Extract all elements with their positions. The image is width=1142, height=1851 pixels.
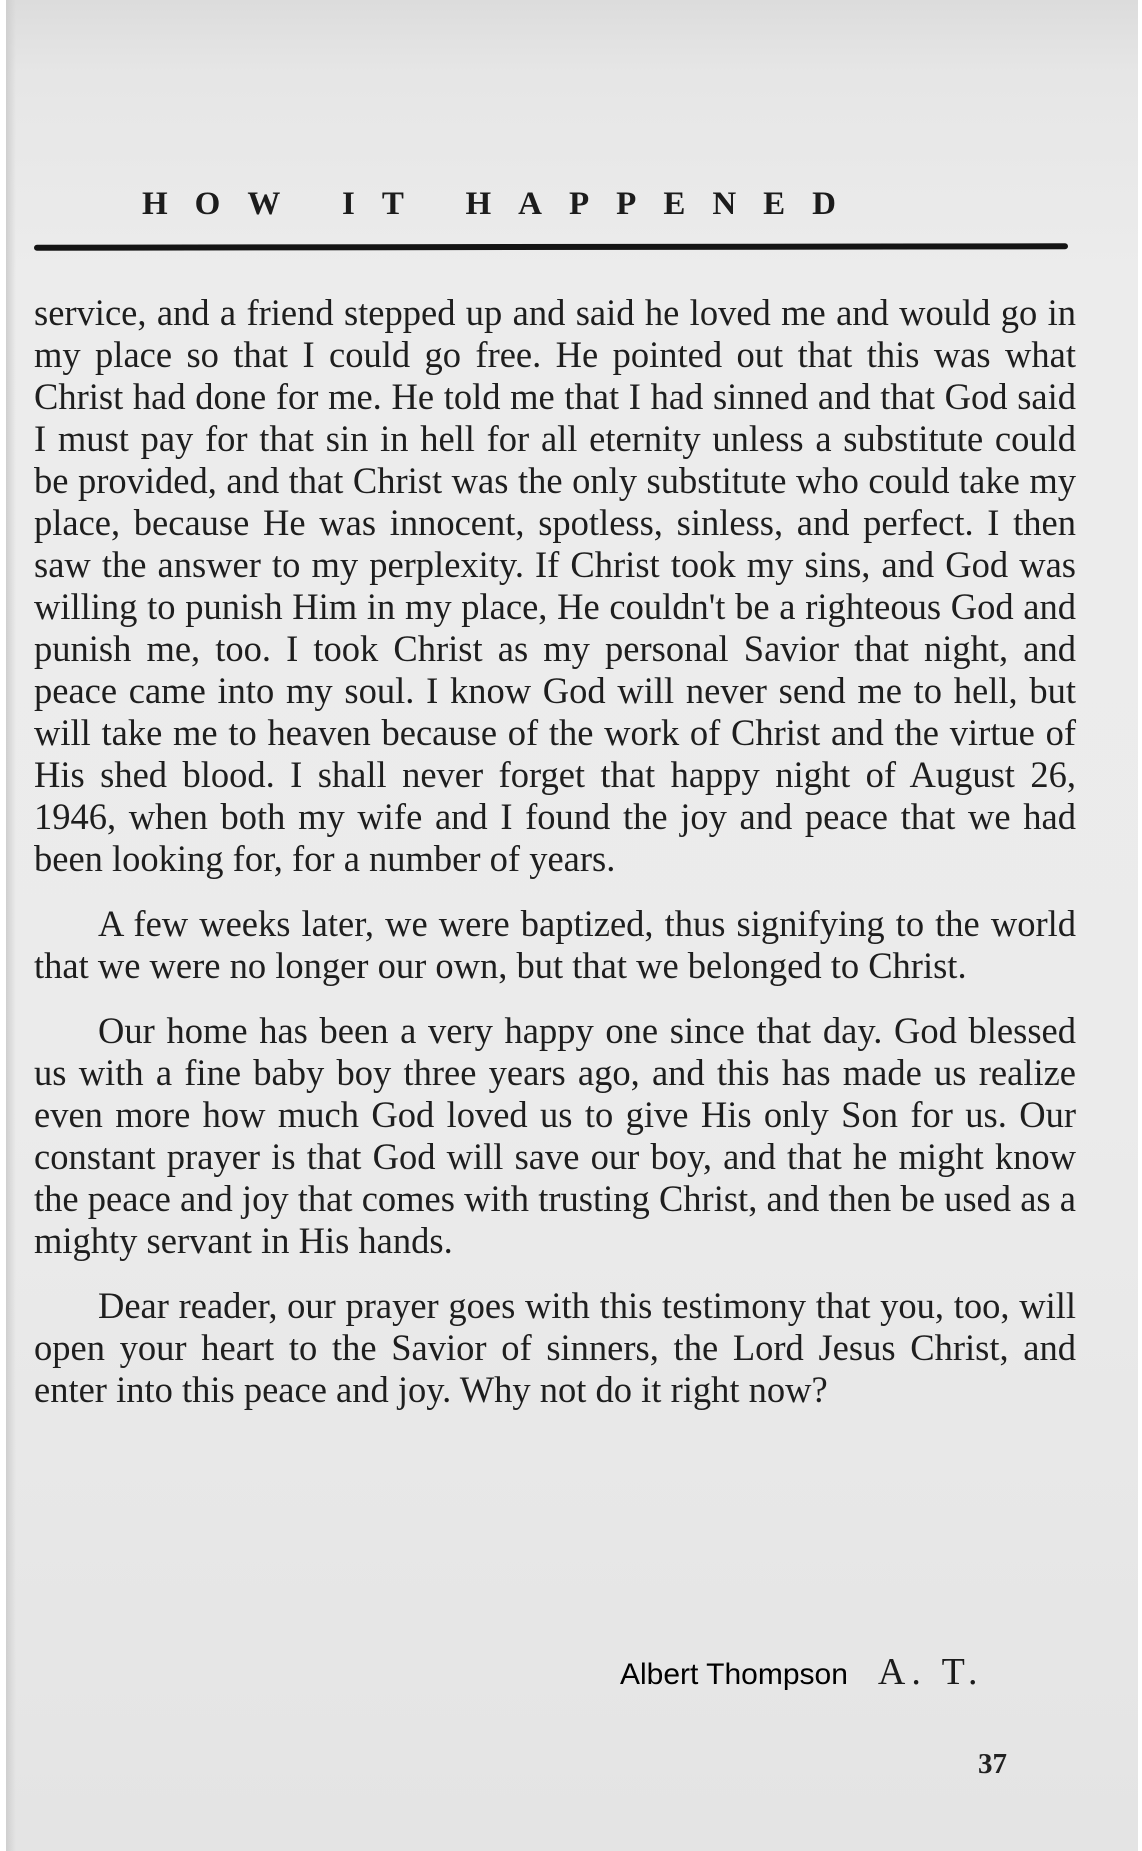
- running-head: HOW IT HAPPENED: [142, 186, 863, 222]
- paragraph-2: A few weeks later, we were baptized, thus signifying to the world that we were no longer our own, but that we belonged to Christ.: [34, 903, 1076, 986]
- header-rule: [34, 243, 1068, 250]
- paragraph-4: Dear reader, our prayer goes with this testimony that you, too, will open your heart to the Savior of sinners, the Lord Jesus Christ, and enter into this peace and joy. Why not do it right now?: [34, 1285, 1076, 1410]
- body-text: [34, 292, 1076, 1434]
- paragraph-3: Our home has been a very happy one since that day. God blessed us with a fine baby boy three years ago, and this has made us realize even more how much God loved us to give His only Son for us. Our constant prayer is that God will save our boy, and that he might know the peace and joy that comes with trusting Christ, and then be used as a mighty servant in His hands.: [34, 1010, 1076, 1261]
- signature: [620, 1650, 984, 1694]
- book-page: [6, 0, 1138, 1851]
- signature-initials: A. T.: [877, 1651, 984, 1693]
- paragraph-1: service, and a friend stepped up and said he loved me and would go in my place so that I could go free. He pointed out that this was what Christ had done for me. He told me that I had sinned and that God said I must pay for that sin in hell for all eternity unless a substitute could be provided, and that Christ was the only substitute who could take my place, because He was innocent, spotless, sinless, and perfect. I then saw the answer to my perplexity. If Christ took my sins, and God was willing to punish Him in my place, He couldn't be a righteous God and punish me, too. I took Christ as my personal Savior that night, and peace came into my soul. I know God will never send me to hell, but will take me to heaven because of the work of Christ and the virtue of His shed blood. I shall never forget that happy night of August 26, 1946, when both my wife and I found the joy and peace that we had been looking for, for a number of years.: [34, 292, 1076, 879]
- page-number: 37: [978, 1748, 1007, 1780]
- signature-name: Albert Thompson: [620, 1658, 848, 1691]
